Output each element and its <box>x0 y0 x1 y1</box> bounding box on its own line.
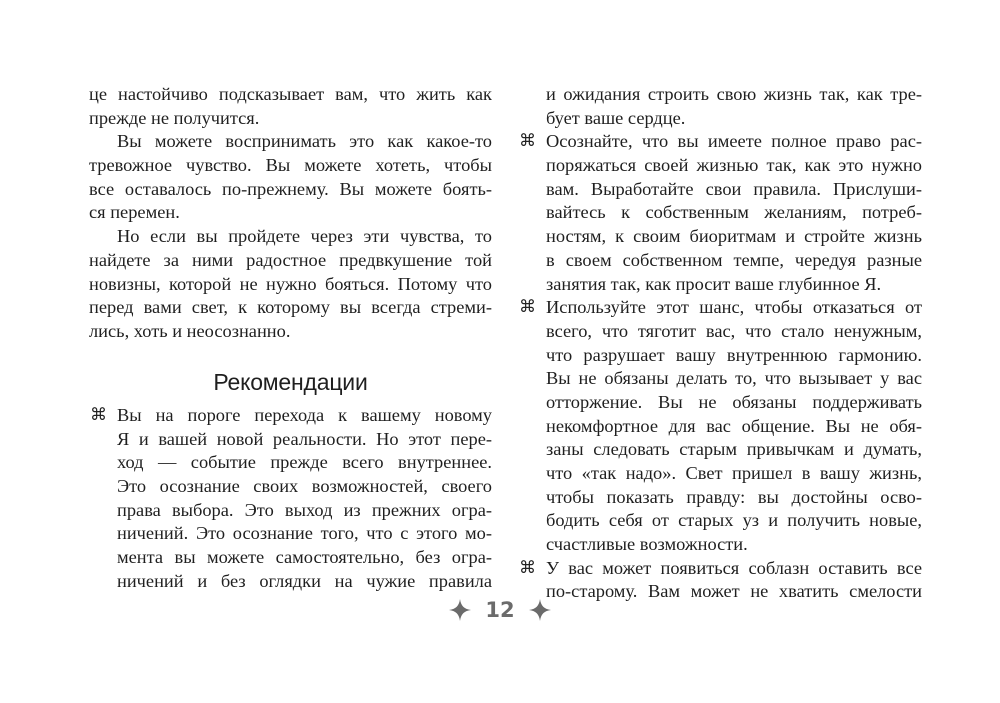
bullet-icon: ⌘ <box>519 131 536 152</box>
text-line: лись, хоть и неосознанно. <box>89 320 291 341</box>
text-line: ностям, к своим биоритмам и стройте жизнь <box>546 226 922 247</box>
text-line: по-старому. Вам может не хватить смелости <box>546 581 922 602</box>
bullet-item-1 <box>89 404 492 594</box>
text-line: Вы не обязаны делать то, что вызывает у вас <box>546 368 922 389</box>
text-line: ⌘ Используйте этот шанс, чтобы отказаться от <box>546 296 922 320</box>
paragraph-2 <box>89 130 492 225</box>
text-line: це настойчиво подсказывает вам, что жить как <box>89 84 492 104</box>
section-heading: Рекомендации <box>213 369 368 395</box>
text-line: отторжение. Вы не обязаны поддерживать <box>546 391 922 412</box>
bullet-item-3 <box>518 296 922 557</box>
text-line: занятия так, как просит ваше глубинное Я. <box>546 273 882 294</box>
text-line: тревожное чувство. Вы можете хотеть, чтобы <box>89 155 492 176</box>
text-line: ⌘ У вас может появиться соблазн оставить все <box>546 557 922 581</box>
text-line: некомфортное для вас общение. Вы не обя- <box>546 415 922 436</box>
text-line: в своем собственном темпе, чередуя разные <box>546 249 922 270</box>
text-line: права выбора. Это выход из прежних огра- <box>117 499 492 520</box>
page-number: 12 <box>485 598 515 622</box>
text-line: Но если вы пройдете через эти чувства, то <box>117 226 492 247</box>
bullet-icon: ⌘ <box>90 405 107 425</box>
text-line: чтобы показать правду: вы достойны осво- <box>546 486 922 507</box>
text-line: Вы можете воспринимать это как какое-то <box>117 131 492 152</box>
text-line: ничений и без оглядки на чужие правила <box>117 570 492 591</box>
text-line: ⌘ Осознайте, что вы имеете полное право рас- <box>546 130 922 154</box>
text-line: Я и вашей новой реальности. Но этот пере- <box>117 428 492 449</box>
right-column <box>518 83 922 604</box>
text-line: новизны, которой не нужно бояться. Потому что <box>89 273 492 294</box>
left-column <box>89 83 492 344</box>
text-line: что «так надо». Свет пришел в вашу жизнь, <box>546 463 922 483</box>
text-line: прежде не получится. <box>89 107 260 128</box>
star-icon <box>529 599 551 621</box>
text-line: найдете за ними радостное предвкушение той <box>89 249 492 270</box>
text-line: поряжаться своей жизнью так, как это нужно <box>546 155 922 176</box>
text-line: мента вы можете самостоятельно, без огра- <box>117 547 492 568</box>
text-line: перед вами свет, к которому вы всегда стреми- <box>89 297 492 318</box>
text-line: вайтесь к собственным желаниям, потреб- <box>546 202 922 223</box>
text-line: бодить себя от старых уз и получить новые, <box>546 510 922 531</box>
left-bullet-list <box>89 404 492 594</box>
text-line: заны следовать старым привычкам и думать, <box>546 439 922 460</box>
text-line: бует ваше сердце. <box>546 107 686 128</box>
text-line: вам. Выработайте свои правила. Прислуши- <box>546 178 922 199</box>
text-line: Это осознание своих возможностей, своего <box>117 476 492 497</box>
page-footer <box>0 596 1000 624</box>
text-line: ничений. Это осознание того, что с этого мо- <box>117 523 492 544</box>
text-line: что разрушает вашу внутреннюю гармонию. <box>546 344 922 365</box>
bullet-icon: ⌘ <box>519 297 536 318</box>
text-line: всего, что тяготит вас, что стало ненужным, <box>546 320 922 341</box>
text-line: и ожидания строить свою жизнь так, как тре- <box>546 84 922 104</box>
text-line: ся перемен. <box>89 202 180 223</box>
text-line: счастливые возможности. <box>546 534 748 555</box>
bullet-continuation <box>518 83 922 130</box>
paragraph-1 <box>89 83 492 130</box>
text-line: ⌘ Вы на пороге перехода к вашему новому <box>117 404 492 428</box>
paragraph-3 <box>89 225 492 343</box>
text-line: ход — событие прежде всего внутреннее. <box>117 452 492 473</box>
bullet-icon: ⌘ <box>519 557 536 578</box>
text-line: все оставалось по-прежнему. Вы можете боять- <box>89 178 492 199</box>
bullet-item-2 <box>518 130 922 296</box>
star-icon <box>449 599 471 621</box>
